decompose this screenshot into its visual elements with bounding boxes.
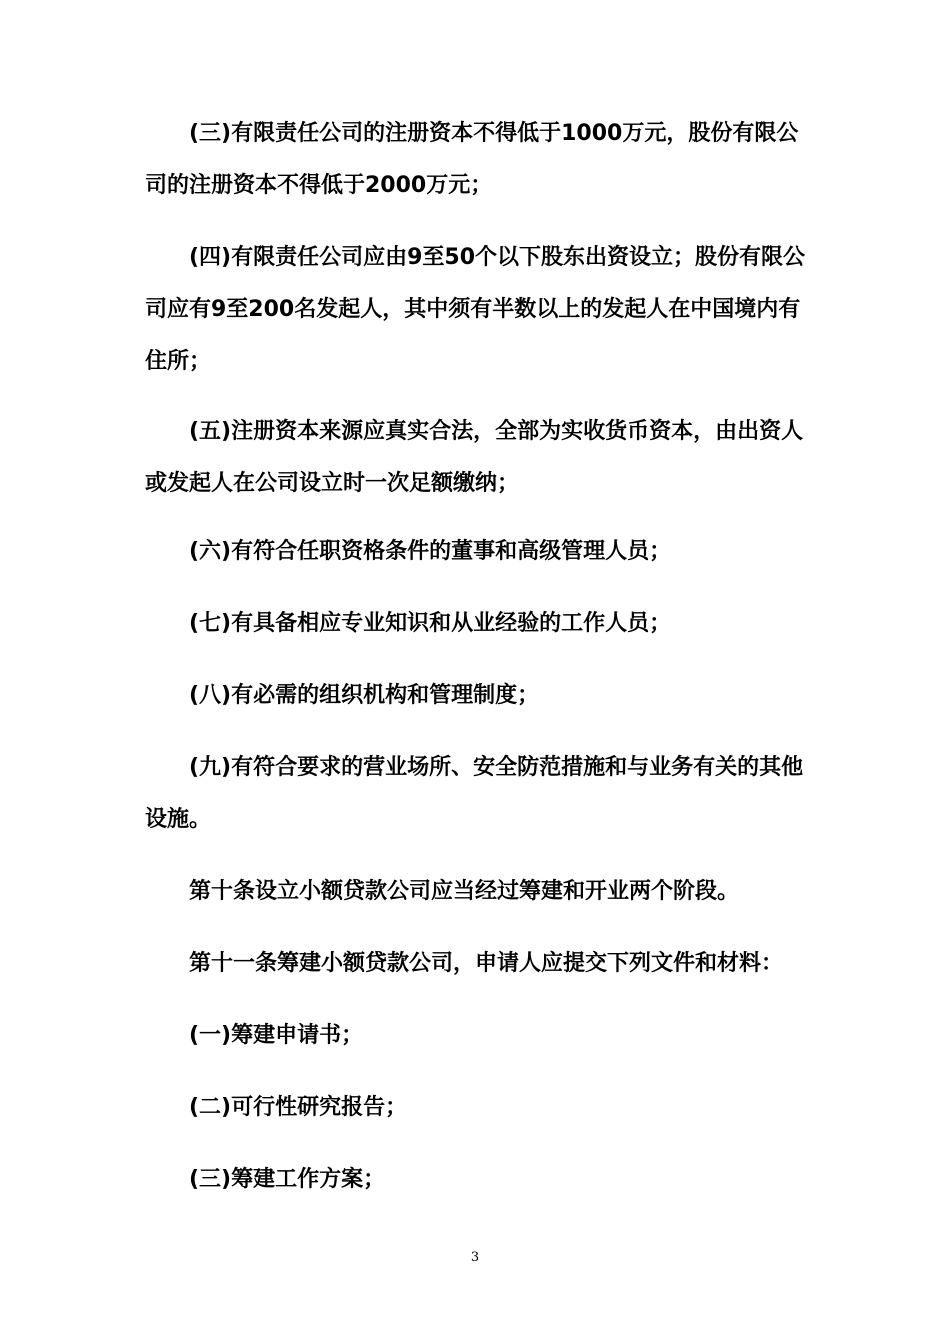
article-10: 第十条设立小额贷款公司应当经过筹建和开业两个阶段。 <box>189 879 740 904</box>
material-item-2: (二)可行性研究报告； <box>189 1095 408 1120</box>
paragraph-item-9: (九)有符合要求的营业场所、安全防范措施和与业务有关的其他设施。 <box>145 755 804 832</box>
paragraph-item-4: (四)有限责任公司应由9至50个以下股东出资设立；股份有限公司应有9至200名发起人，其中须有半数以上的发起人在中国境内有住所； <box>145 245 806 374</box>
article-11: 第十一条筹建小额贷款公司，申请人应提交下列文件和材料： <box>189 951 784 976</box>
page-number: 3 <box>470 1250 480 1265</box>
paragraph-item-6: (六)有符合任职资格条件的董事和高级管理人员； <box>189 539 672 564</box>
paragraph-item-7: (七)有具备相应专业知识和从业经验的工作人员； <box>189 611 672 636</box>
material-item-3: (三)筹建工作方案； <box>189 1167 386 1192</box>
paragraph-item-5: (五)注册资本来源应真实合法，全部为实收货币资本，由出资人或发起人在公司设立时一次足额缴纳； <box>145 419 804 496</box>
material-item-1: (一)筹建申请书； <box>189 1023 364 1048</box>
paragraph-item-8: (八)有必需的组织机构和管理制度； <box>189 683 540 708</box>
paragraph-item-3: (三)有限责任公司的注册资本不得低于1000万元，股份有限公司的注册资本不得低于2000万元； <box>145 121 799 198</box>
